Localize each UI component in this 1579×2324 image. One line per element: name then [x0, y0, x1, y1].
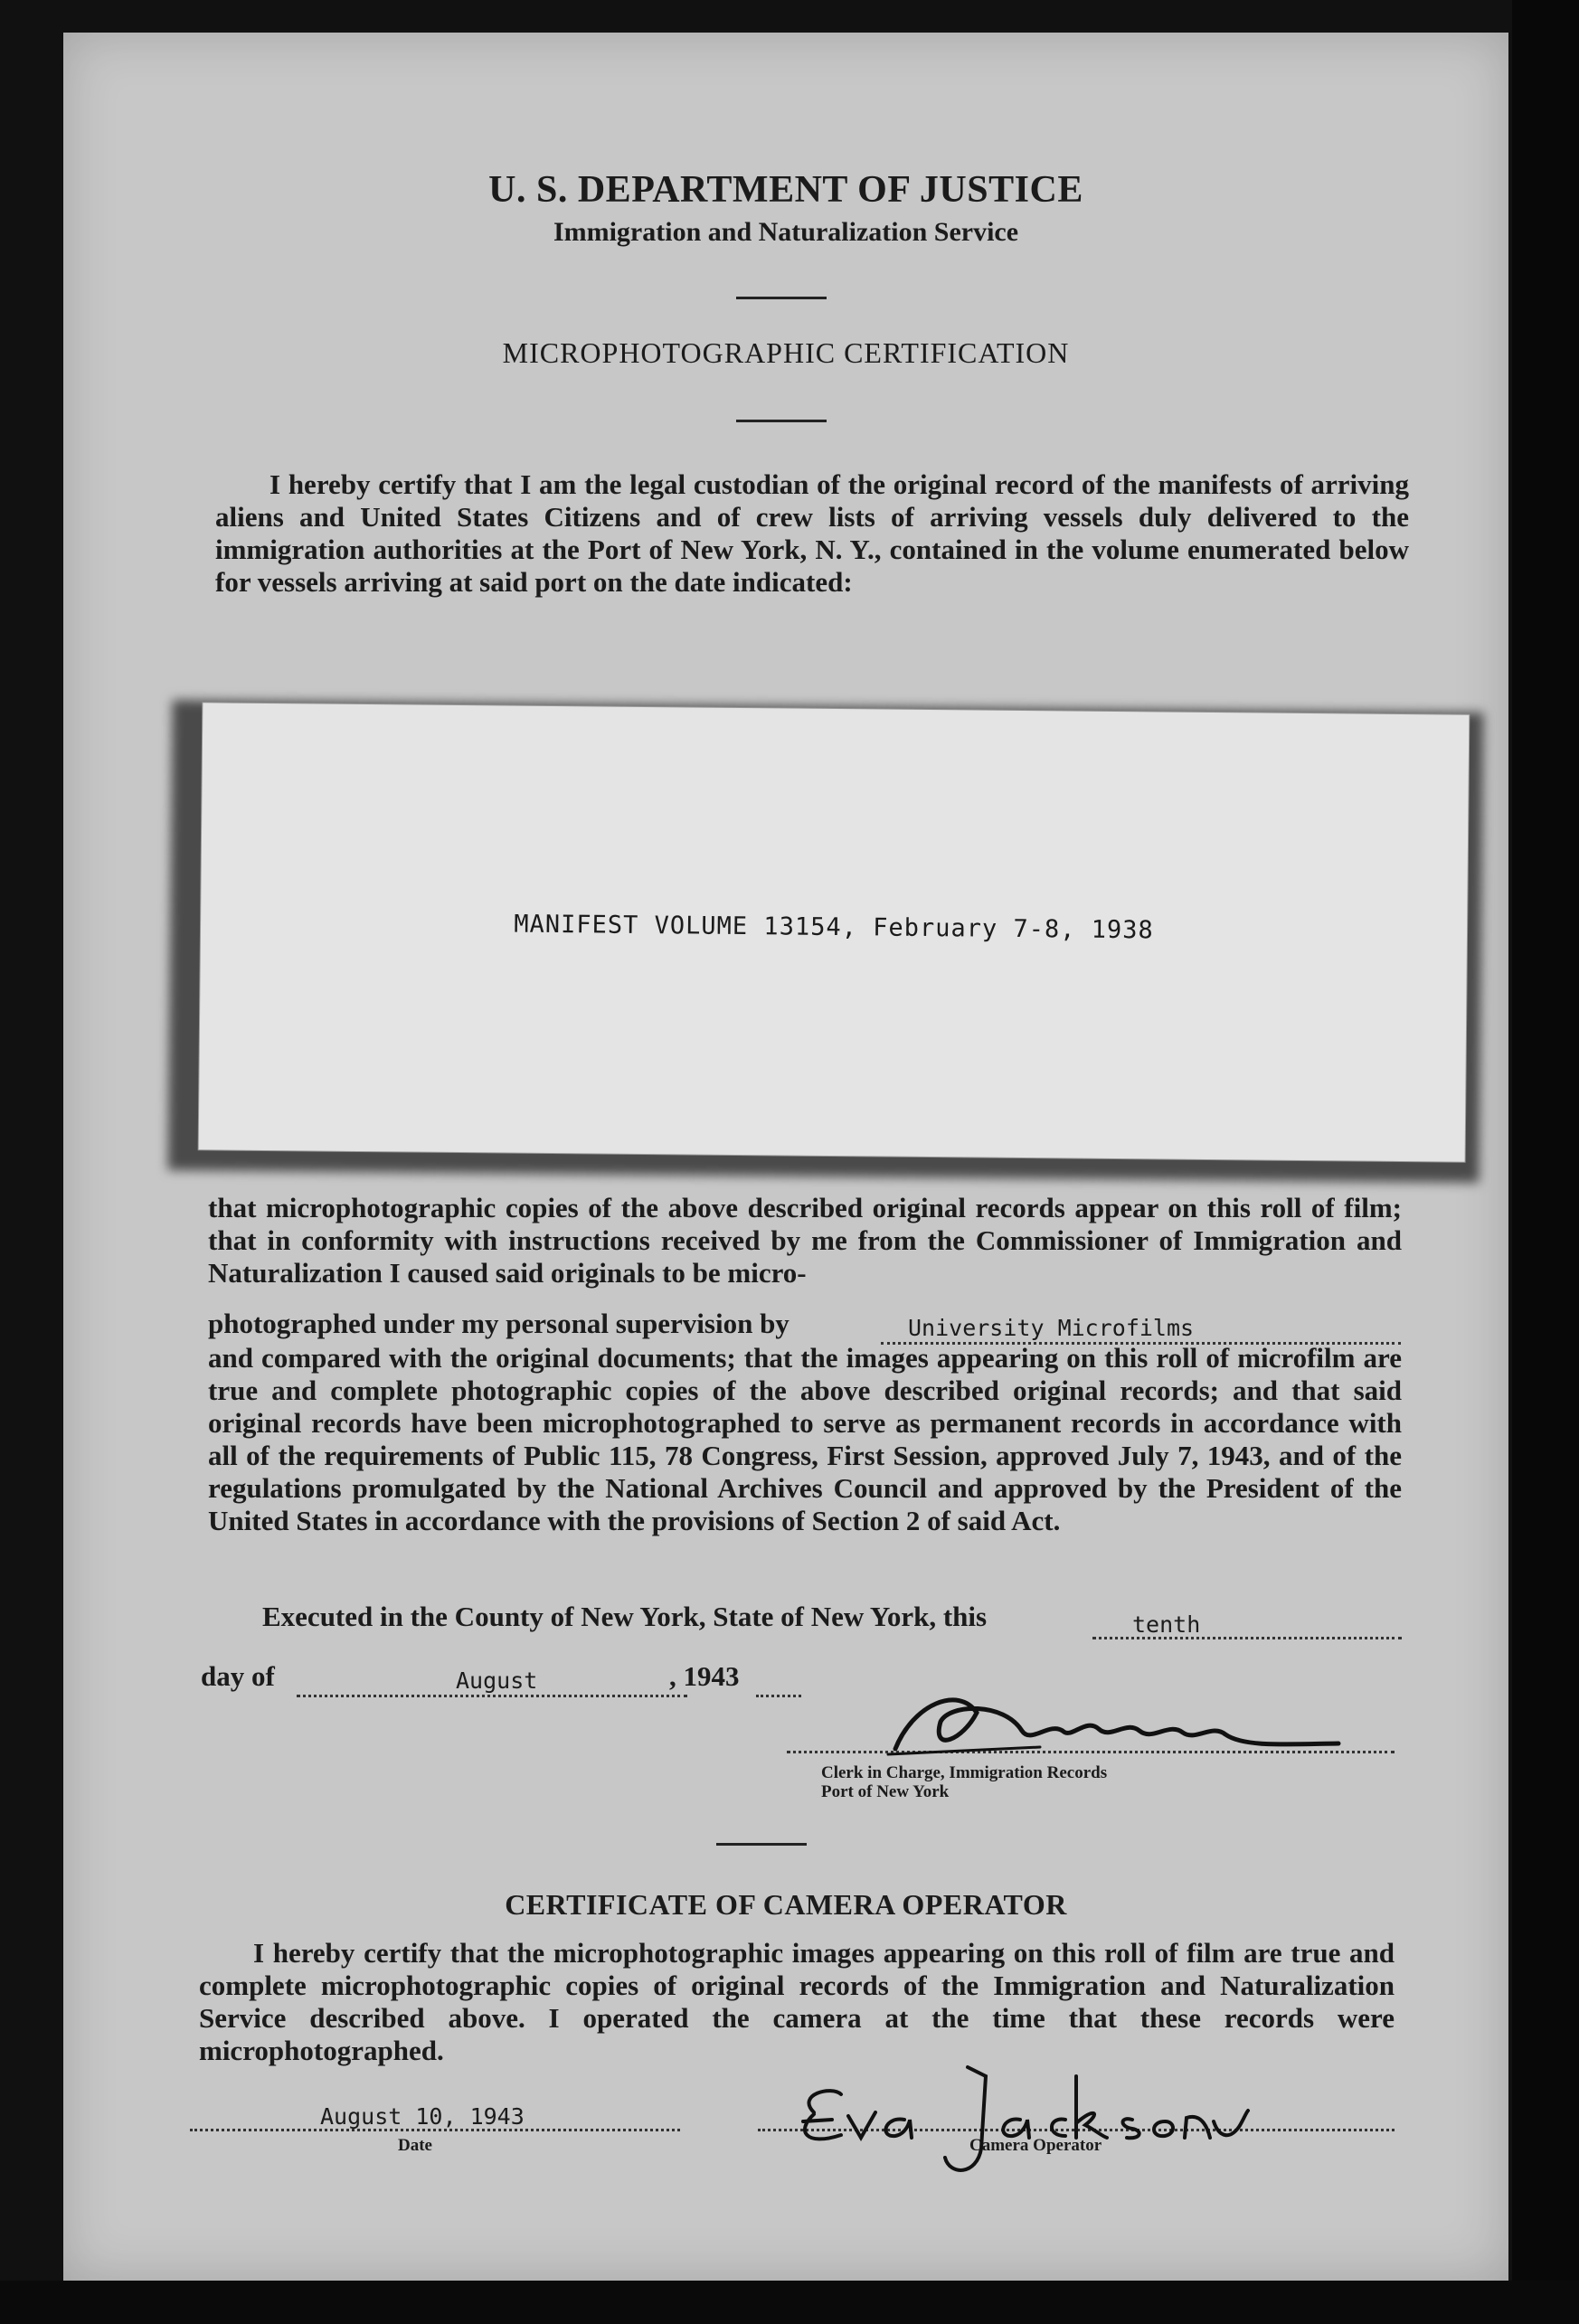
- execution-text: Executed in the County of New York, State of New York, this: [262, 1601, 988, 1632]
- execution-day: tenth: [1132, 1611, 1201, 1638]
- divider-rule: [736, 420, 827, 422]
- manifest-volume-text: MANIFEST VOLUME 13154, February 7-8, 1938: [514, 910, 1154, 945]
- divider-rule: [736, 297, 827, 299]
- date-label: Date: [398, 2136, 432, 2155]
- supervision-prefix: photographed under my personal supervision by: [208, 1308, 790, 1339]
- clerk-signature-image: [877, 1667, 1347, 1767]
- operator-signature-image: [778, 2040, 1284, 2185]
- execution-month: August: [456, 1667, 538, 1694]
- supervisor-name: University Microfilms: [908, 1315, 1195, 1341]
- film-frame-bottom: [0, 2281, 1579, 2324]
- divider-rule: [716, 1843, 807, 1846]
- clerk-title-line2: Port of New York: [821, 1782, 950, 1801]
- film-frame-right: [1512, 0, 1579, 2324]
- certificate-page: [63, 33, 1508, 2281]
- volume-slip: [199, 703, 1470, 1161]
- day-of-label: day of: [201, 1660, 275, 1692]
- camera-certificate-heading: CERTIFICATE OF CAMERA OPERATOR: [505, 1888, 1067, 1921]
- agency-title: U. S. DEPARTMENT OF JUSTICE: [488, 169, 1083, 211]
- month-line: [297, 1695, 687, 1697]
- body-paragraph-part1: that microphotographic copies of the above described original records appear on this roll of film; that in conformity with instructions received by me from the Commissioner of Immigration and Naturalization I caused said originals to be micro-: [208, 1192, 1402, 1289]
- certificate-date: August 10, 1943: [320, 2103, 525, 2130]
- service-subtitle: Immigration and Naturalization Service: [553, 217, 1019, 247]
- clerk-title-line1: Clerk in Charge, Immigration Records: [821, 1763, 1108, 1782]
- operator-label: Camera Operator: [969, 2136, 1102, 2155]
- certification-heading: MICROPHOTOGRAPHIC CERTIFICATION: [502, 336, 1070, 369]
- year-line: [756, 1695, 801, 1697]
- intro-paragraph: I hereby certify that I am the legal custodian of the original record of the manifests of arriving aliens and United States Citizens and of crew lists of arriving vessels duly delivered to the immigration authorities at the Port of New York, N. Y., contained in the volume enumerated below for vessels arriving at said port on the date indicated:: [215, 468, 1409, 598]
- clerk-title: [821, 1763, 1107, 1801]
- body-paragraph-part2: and compared with the original documents; that the images appearing on this roll of microfilm are true and complete photographic copies of the above described original records; and that said original records have been microphotographed to serve as permanent records in accordance with all of the requirements of Public 115, 78 Congress, First Session, approved July 7, 1943, and of the regulations promulgated by the National Archives Council and approved by the President of the United States in accordance with the provisions of Section 2 of said Act.: [208, 1342, 1402, 1536]
- execution-year: , 1943: [669, 1660, 740, 1692]
- camera-certificate-text: I hereby certify that the microphotographic images appearing on this roll of film are true and complete microphotographic copies of original records of the Immigration and Naturalization Service described above. I operated the camera at the time that these records were microphotographed.: [199, 1937, 1395, 2066]
